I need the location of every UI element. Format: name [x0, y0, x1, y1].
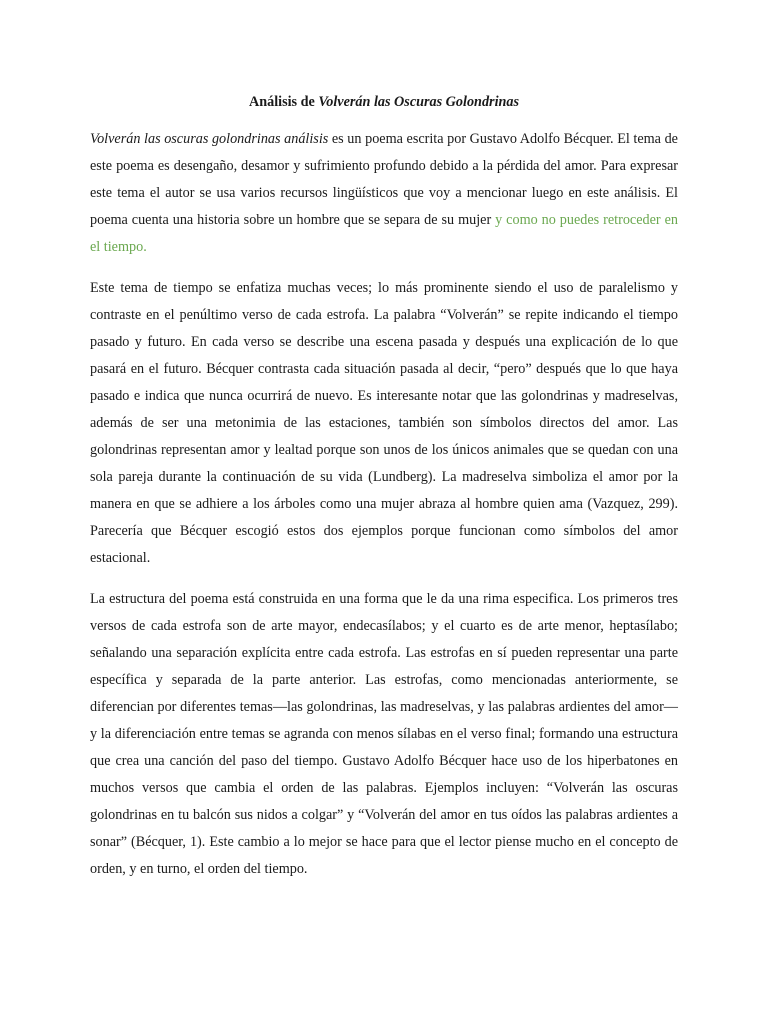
- document-page: [90, 92, 678, 897]
- paragraph-1-text: es un poema escrita por Gustavo Adolfo Bécquer. El tema de este poema es desengaño, desamor y sufrimiento profundo debido a la pérdida del amor. Para expresar este tema el autor se usa varios recursos lingüísticos que voy a mencionar luego en este análisis. El poema cuenta una historia sobre un hombre que se separa de su mujer: [90, 131, 678, 228]
- document-title: [90, 92, 678, 112]
- title-prefix: Análisis de: [248, 94, 319, 110]
- paragraph-3: La estructura del poema está construida en una forma que le da una rima especifica. Los primeros tres versos de cada estrofa son de arte mayor, endecasílabos; y el cuarto es de arte menor, heptasílabo; señalando una separación explícita entre cada estrofa. Las estrofas en sí pueden representar una parte específica y separada de la parte anterior. Las estrofas, como mencionadas anteriormente, se diferencian por diferentes temas—las golondrinas, las madreselvas, y las palabras ardientes del amor—y la diferenciación entre temas se agranda con menos sílabas en el verso final; formando una estructura que crea una canción del paso del tiempo. Gustavo Adolfo Bécquer hace uso de los hiperbatones en muchos versos que cambia el orden de las palabras. Ejemplos incluyen: “Volverán las oscuras golondrinas en tu balcón sus nidos a colgar” y “Volverán del amor en tus oídos las palabras ardientes a sonar” (Bécquer, 1). Este cambio a lo mejor se hace para que el lector piense mucho en el concepto de orden, y en turno, el orden del tiempo.: [90, 591, 678, 877]
- paragraph-2: Este tema de tiempo se enfatiza muchas veces; lo más prominente siendo el uso de paralelismo y contraste en el penúltimo verso de cada estrofa. La palabra “Volverán” se repite indicando el tiempo pasado y futuro. En cada verso se describe una escena pasada y después una explicación de lo que pasará en el futuro. Bécquer contrasta cada situación pasada al decir, “pero” después que lo que haya pasado e indica que nunca ocurrirá de nuevo. Es interesante notar que las golondrinas y madreselvas, además de ser una metonimia de las estaciones, también son símbolos directos del amor. Las golondrinas representan amor y lealtad porque son unos de los únicos animales que se quedan con una sola pareja durante la continuación de su vida (Lundberg). La madreselva simboliza el amor por la manera en que se adhiere a los árboles como una mujer abraza al hombre quien ama (Vazquez, 299). Parecería que Bécquer escogió estos dos ejemplos porque funcionan como símbolos del amor estacional.: [90, 280, 678, 566]
- paragraph-1-green-text: y como no puedes retroceder en el tiempo.: [90, 212, 678, 255]
- paragraph-1-italic-lead: Volverán las oscuras golondrinas análisis: [90, 131, 329, 147]
- paragraph-1: [90, 126, 678, 261]
- title-italic: Volverán las Oscuras Golondrinas: [318, 94, 520, 110]
